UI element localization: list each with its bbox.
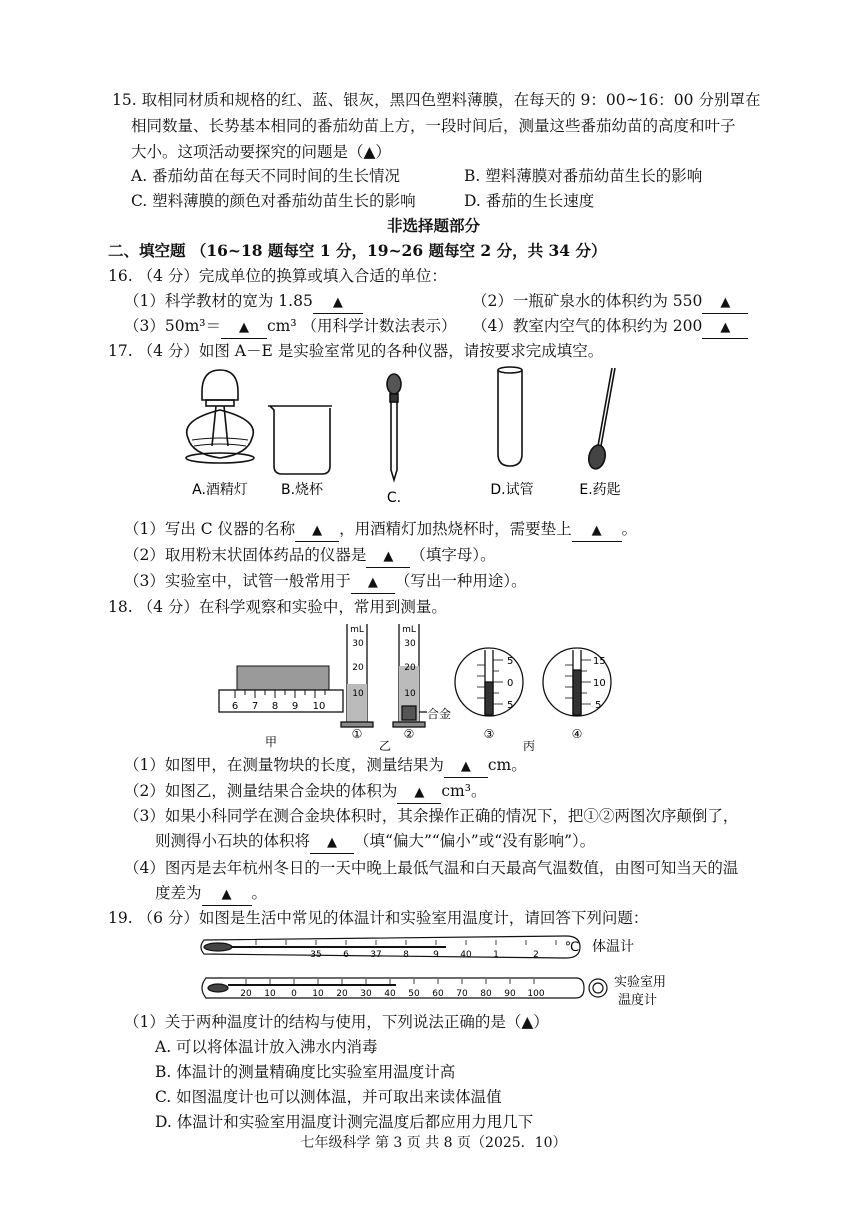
dial3-tick: 5: [507, 656, 514, 667]
label-test-tube: D.试管: [490, 482, 534, 498]
q17-stem: 17. （4 分）如图 A－E 是实验室常见的各种仪器，请按要求完成填空。: [108, 342, 604, 360]
lab-tick: 60: [432, 989, 444, 999]
q16-item-3-suffix: cm³ （用科学计数法表示）: [267, 317, 457, 335]
answer-blank[interactable]: ▲: [310, 833, 354, 854]
q18-sub-4-line1: （4）图丙是去年杭州冬日的一天中晚上最低气温和白天最高气温数值，由图可知当天的温: [124, 859, 739, 877]
ruler-tick-label: 8: [271, 701, 279, 712]
clinical-tick: 2: [533, 950, 539, 960]
lab-thermometer: [202, 978, 607, 998]
q18-sub-1-end: cm。: [487, 756, 527, 774]
clinical-tick: 35: [310, 950, 322, 960]
lab-tick: 50: [408, 989, 420, 999]
lab-tick: 10: [264, 989, 276, 999]
clinical-tick: 6: [343, 950, 349, 960]
clinical-tick: 9: [433, 950, 439, 960]
q19-sub-1: （1）关于两种温度计的结构与使用，下列说法正确的是（▲）: [124, 1013, 549, 1031]
clinical-thermometer-label: 体温计: [592, 939, 634, 955]
cylinder-tick: 30: [352, 639, 364, 649]
label-n3: ③: [483, 727, 495, 741]
answer-blank[interactable]: ▲: [313, 293, 363, 314]
q19-stem: 19. （6 分）如图是生活中常见的体温计和实验室用温度计，请回答下列问题：: [108, 909, 649, 927]
answer-blank[interactable]: ▲: [366, 547, 410, 568]
lab-tick: 20: [240, 989, 252, 999]
figure-label-bing: 丙: [522, 739, 536, 752]
q17-instruments-figure: [150, 362, 670, 512]
celsius-symbol: ℃: [564, 940, 580, 955]
lab-tick: 70: [456, 989, 468, 999]
answer-blank[interactable]: ▲: [351, 573, 395, 594]
q17-sub-3-text: （3）实验室中，试管一般常用于: [124, 572, 351, 590]
lab-tick: 20: [336, 989, 348, 999]
cylinder-unit: mL: [350, 625, 364, 635]
clinical-tick: 8: [403, 950, 409, 960]
q17-sub-2: [124, 545, 496, 568]
answer-blank[interactable]: ▲: [702, 293, 748, 314]
lab-tick: 10: [312, 989, 324, 999]
label-dropper: C.: [386, 490, 402, 506]
q16-item-1-text: （1）科学教材的宽为 1.85: [124, 292, 313, 310]
lab-tick: 40: [384, 989, 396, 999]
q17-sub-1: [124, 519, 637, 542]
clinical-thermometer: [201, 936, 580, 958]
cylinder-unit: mL: [402, 625, 416, 635]
spatula-icon: [587, 368, 615, 470]
q16-item-2: [472, 291, 748, 314]
answer-blank[interactable]: ▲: [702, 318, 748, 339]
cylinder-tick: 10: [352, 689, 364, 699]
q18-sub-4-end: 。: [251, 884, 268, 902]
q19-option-c: C. 如图温度计也可以测体温，并可取出来读体温值: [155, 1088, 502, 1106]
q18-sub-3-line1: （3）如果小科同学在测合金块体积时，其余操作正确的情况下，把①②两图次序颠倒了，: [124, 807, 739, 825]
dial4-tick: 5: [595, 700, 602, 711]
q15-stem-line1: 15. 取相同材质和规格的红、蓝、银灰，黑四色塑料薄膜，在每天的 9：00~16：00 分别罩在: [112, 91, 761, 109]
q18-sub-4-line2: [155, 883, 267, 906]
dial4-tick: 15: [593, 656, 606, 667]
label-alcohol-lamp: A.酒精灯: [192, 482, 248, 498]
q18-sub-2: [124, 781, 486, 804]
q17-sub-1-text: （1）写出 C 仪器的名称: [124, 520, 296, 538]
q18-stem: 18. （4 分）在科学观察和实验中，常用到测量。: [108, 598, 447, 616]
q18-sub-3-text: 则测得小石块的体积将: [155, 832, 311, 850]
q17-sub-3: [124, 571, 527, 594]
lab-tick: 90: [504, 989, 516, 999]
answer-blank[interactable]: ▲: [202, 885, 252, 906]
figure-label-yi: 乙: [378, 739, 392, 752]
answer-blank[interactable]: ▲: [572, 521, 622, 542]
lab-tick: 0: [291, 989, 297, 999]
ruler-tick-label: 6: [231, 701, 239, 712]
page-footer: 七年级科学 第 3 页 共 8 页（2025．10）: [300, 1135, 567, 1151]
answer-blank[interactable]: ▲: [221, 318, 267, 339]
cylinder-tick: 20: [352, 663, 364, 673]
lab-thermometer-label-1: 实验室用: [614, 975, 667, 990]
q18-sub-3-end: （填“偏大”“偏小”或“没有影响”）。: [354, 832, 596, 850]
q18-sub-4-text: 度差为: [155, 884, 202, 902]
label-beaker: B.烧杯: [280, 482, 324, 498]
label-n1: ①: [351, 727, 363, 741]
clinical-tick: 40: [460, 950, 472, 960]
alcohol-lamp-icon: [186, 370, 254, 463]
dial4-tick: 10: [593, 678, 606, 689]
figure-label-jia: 甲: [264, 735, 278, 749]
dial3-tick: 0: [507, 678, 514, 689]
q17-sub-1-end: 。: [621, 520, 638, 538]
section-title: 非选择题部分: [386, 216, 480, 235]
q18-sub-1: [124, 755, 527, 778]
q16-item-3: [124, 316, 457, 339]
q19-option-d: D. 体温计和实验室用温度计测完温度后都应用力甩几下: [155, 1113, 534, 1131]
q15-option-c: C. 塑料薄膜的颜色对番茄幼苗生长的影响: [131, 192, 416, 210]
q16-item-4: [472, 316, 748, 339]
label-n2: ②: [403, 727, 415, 741]
lab-tick: 100: [527, 989, 545, 999]
q17-sub-3-end: （写出一种用途）。: [394, 572, 527, 590]
q16-item-3-text: （3）50m³＝: [124, 317, 221, 335]
q17-sub-2-end: （填字母）。: [410, 546, 496, 564]
q15-option-b: B. 塑料薄膜对番茄幼苗生长的影响: [464, 167, 703, 185]
cylinder-tick: 30: [404, 639, 416, 649]
q19-thermometers-figure: [196, 930, 686, 1010]
dial3-tick: 5: [507, 700, 514, 711]
q18-sub-2-text: （2）如图乙，测量结果合金块的体积为: [124, 782, 398, 800]
q16-item-4-text: （4）教室内空气的体积约为 200: [472, 317, 703, 335]
cylinder-tick: 10: [404, 689, 416, 699]
q16-item-2-text: （2）一瓶矿泉水的体积约为 550: [472, 292, 703, 310]
ruler-figure: [219, 666, 343, 749]
q16-stem: 16. （4 分）完成单位的换算或填入合适的单位：: [108, 267, 447, 285]
q18-sub-3-line2: [155, 831, 595, 854]
answer-blank[interactable]: ▲: [295, 521, 339, 542]
clinical-tick: 1: [493, 950, 499, 960]
q18-measurement-figure: [215, 620, 635, 752]
lab-tick: 30: [360, 989, 372, 999]
dropper-icon: [387, 374, 401, 480]
q19-option-a: A. 可以将体温计放入沸水内消毒: [155, 1038, 378, 1056]
q18-sub-1-text: （1）如图甲，在测量物块的长度，测量结果为: [124, 756, 444, 774]
lab-tick: 80: [480, 989, 492, 999]
q16-item-1: [124, 291, 363, 314]
beaker-icon: [268, 406, 332, 474]
ruler-tick-label: 7: [251, 701, 259, 712]
label-spatula: E.药匙: [579, 482, 621, 498]
q17-sub-1-mid: ，用酒精灯加热烧杯时，需要垫上: [339, 520, 572, 538]
lab-thermometer-label-2: 温度计: [618, 993, 658, 1008]
q17-sub-2-text: （2）取用粉末状固体药品的仪器是: [124, 546, 367, 564]
ruler-tick-label: 10: [312, 701, 326, 712]
q15-option-a: A. 番茄幼苗在每天不同时间的生长情况: [131, 167, 401, 185]
answer-blank[interactable]: ▲: [397, 783, 441, 804]
part2-header: 二、填空题 （16~18 题每空 1 分，19~26 题每空 2 分，共 34 分）: [108, 241, 607, 260]
ruler-tick-label: 9: [291, 701, 299, 712]
q18-sub-2-end: cm³。: [441, 782, 487, 800]
q15-stem-line3: 大小。这项活动要探究的问题是（▲）: [131, 143, 391, 161]
q15-option-d: D. 番茄的生长速度: [464, 192, 595, 210]
label-n4: ④: [571, 727, 583, 741]
test-tube-icon: [498, 367, 522, 466]
cylinder-tick: 20: [404, 663, 416, 673]
q15-stem-line2: 相同数量、长势基本相同的番茄幼苗上方，一段时间后，测量这些番茄幼苗的高度和叶子: [131, 117, 736, 135]
alloy-label: 合金: [427, 707, 452, 721]
answer-blank[interactable]: ▲: [444, 757, 488, 778]
q19-option-b: B. 体温计的测量精确度比实验室用温度计高: [155, 1063, 456, 1081]
clinical-tick: 37: [370, 950, 382, 960]
